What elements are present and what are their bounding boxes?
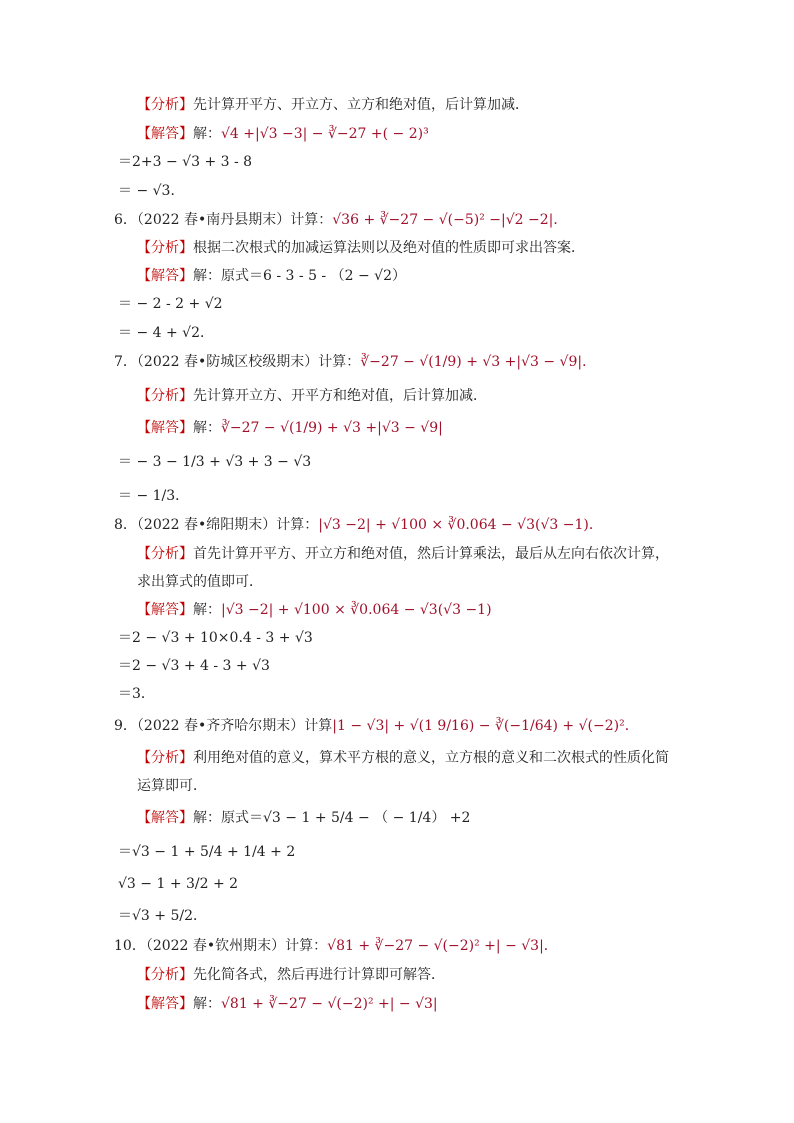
- analysis-text: 根据二次根式的加减运算法则以及绝对值的性质即可求出答案．: [193, 240, 585, 256]
- analysis-text: 先化简各式，然后再进行计算即可解答．: [193, 967, 445, 983]
- answer-expression: √4 +|√3 −3| − ∛−27 +( − 2)³: [221, 126, 429, 142]
- answer-line: [137, 808, 470, 830]
- answer-tag: 【解答】: [137, 126, 193, 142]
- answer-lead: 解：: [193, 126, 221, 142]
- analysis-text: 先计算开立方、开平方和绝对值，后计算加减．: [193, 388, 487, 404]
- step-line: ＝3．: [118, 686, 155, 702]
- question-expression: ∛−27 − √(1/9) + √3 +|√3 − √9|．: [360, 354, 597, 370]
- answer-lead: 解：原式＝6 - 3 - 5 - （2 − √2）: [193, 268, 406, 284]
- analysis-tag: 【分析】: [137, 750, 193, 766]
- answer-line: [137, 418, 443, 440]
- step-line: √3 − 1 + 3/2 + 2: [118, 876, 239, 892]
- question-number: 9．: [114, 718, 137, 734]
- step-line: ＝ − √3．: [118, 183, 185, 199]
- question-source: （2022 春•齐齐哈尔期末）计算: [136, 718, 333, 734]
- analysis-tag: 【分析】: [137, 546, 193, 562]
- question-8: [114, 515, 603, 537]
- question-number: 10．: [114, 938, 146, 954]
- question-expression: √36 + ∛−27 − √(−5)² −|√2 −2|．: [332, 212, 568, 228]
- question-7: [114, 352, 596, 374]
- answer-expression: ∛−27 − √(1/9) + √3 +|√3 − √9|: [221, 420, 443, 436]
- step-line: ＝ − 2 - 2 + √2: [118, 296, 223, 312]
- question-number: 8．: [114, 517, 137, 533]
- analysis-tag: 【分析】: [137, 240, 193, 256]
- answer-tag: 【解答】: [137, 602, 193, 618]
- question-source: （2022 春•绵阳期末）计算：: [136, 517, 319, 533]
- answer-tag: 【解答】: [137, 420, 193, 436]
- step-line: ＝√3 − 1 + 5/4 + 1/4 + 2: [118, 844, 296, 860]
- answer-line: [137, 124, 429, 146]
- answer-tag: 【解答】: [137, 268, 193, 284]
- step-line: ＝ − 3 − 1/3 + √3 + 3 − √3: [118, 454, 312, 470]
- answer-line: [137, 600, 492, 622]
- answer-lead: 解：: [193, 602, 221, 618]
- step-line: ＝ − 1/3．: [118, 488, 190, 504]
- analysis-text: 首先计算开平方、开立方和绝对值，然后计算乘法，最后从左向右依次计算，: [193, 546, 669, 562]
- analysis-text: 先计算开平方、开立方、立方和绝对值，后计算加减．: [193, 97, 529, 113]
- analysis-tag: 【分析】: [137, 388, 193, 404]
- question-expression: |1 − √3| + √(1 9/16) − ∛(−1/64) + √(−2)²．: [332, 718, 639, 734]
- question-source: （2022 春•防城区校级期末）计算：: [136, 354, 361, 370]
- question-source: （2022 春•钦州期末）计算：: [145, 938, 328, 954]
- answer-expression: √81 + ∛−27 − √(−2)² +| − √3|: [221, 996, 438, 1012]
- analysis-line: [137, 544, 669, 566]
- analysis-line: [137, 965, 445, 987]
- analysis-line: [137, 386, 487, 408]
- answer-lead: 解：原式＝√3 − 1 + 5/4 − （ − 1/4） +2: [193, 810, 471, 826]
- analysis-continuation: 运算即可．: [137, 778, 207, 794]
- analysis-line: [137, 238, 585, 260]
- question-expression: |√3 −2| + √100 × ∛0.064 − √3(√3 −1)．: [318, 517, 603, 533]
- analysis-tag: 【分析】: [137, 97, 193, 113]
- answer-expression: |√3 −2| + √100 × ∛0.064 − √3(√3 −1): [221, 602, 492, 618]
- step-line: ＝√3 + 5/2．: [118, 908, 207, 924]
- question-source: （2022 春•南丹县期末）计算：: [136, 212, 333, 228]
- question-6: [114, 210, 567, 232]
- question-10: [114, 936, 558, 958]
- answer-tag: 【解答】: [137, 810, 193, 826]
- analysis-tag: 【分析】: [137, 967, 193, 983]
- step-line: ＝2 − √3 + 4 - 3 + √3: [118, 658, 270, 674]
- question-expression: √81 + ∛−27 − √(−2)² +| − √3|．: [327, 938, 558, 954]
- analysis-line: [137, 748, 669, 770]
- step-line: ＝2 − √3 + 10×0.4 - 3 + √3: [118, 630, 313, 646]
- answer-lead: 解：: [193, 420, 221, 436]
- question-9: [114, 716, 639, 738]
- answer-line: [137, 266, 406, 288]
- step-line: ＝ − 4 + √2．: [118, 325, 214, 341]
- step-line: ＝2+3 − √3 + 3 - 8: [118, 154, 253, 170]
- answer-tag: 【解答】: [137, 996, 193, 1012]
- answer-lead: 解：: [193, 996, 221, 1012]
- answer-line: [137, 994, 438, 1016]
- analysis-text: 利用绝对值的意义，算术平方根的意义，立方根的意义和二次根式的性质化简: [193, 750, 669, 766]
- question-number: 6．: [114, 212, 137, 228]
- analysis-line: [137, 95, 529, 117]
- question-number: 7．: [114, 354, 137, 370]
- analysis-continuation: 求出算式的值即可．: [137, 574, 263, 590]
